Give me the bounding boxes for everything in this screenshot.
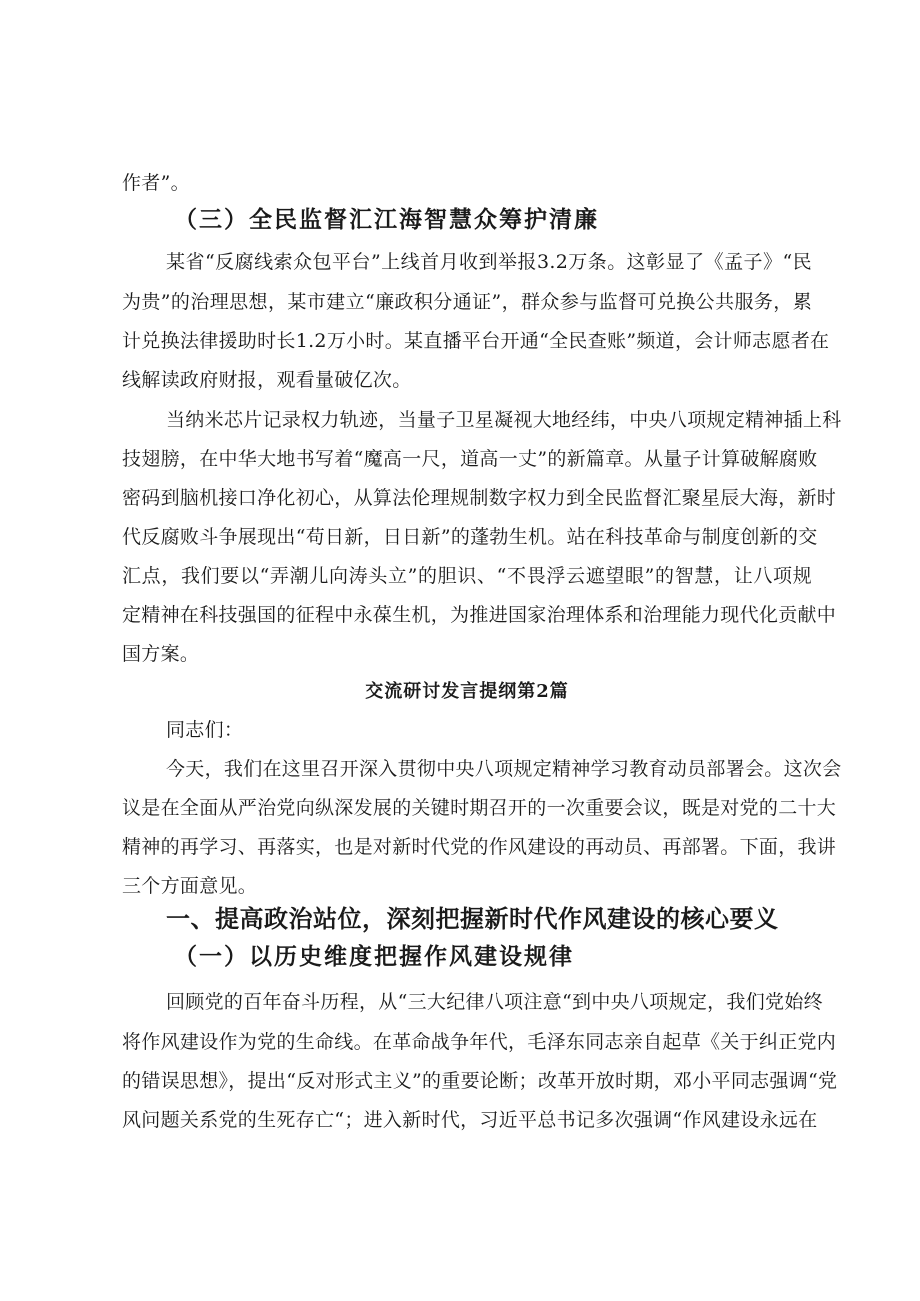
section3-para2-line: 汇点，我们要以“弄潮儿向涛头立”的胆识、“不畏浮云遮望眼”的智慧，让八项规 [122,565,812,587]
article2-para2-line: 回顾党的百年奋斗历程，从“三大纪律八项注意“到中央八项规定，我们党始终 [166,991,823,1013]
section3-para1-line: 线解读政府财报，观看量破亿次。 [122,369,412,391]
article2-para2-line: 的错误思想》，提出“反对形式主义”的重要论断；改革开放时期，邓小平同志强调“党 [122,1070,838,1092]
section3-para2-line: 代反腐败斗争展现出“苟日新，日日新”的蓬勃生机。站在科技革命与制度创新的交 [122,526,818,548]
section3-heading: （三）全民监督汇江海智慧众筹护清廉 [174,206,599,233]
section1-subheading: （一）以历史维度把握作风建设规律 [174,943,574,970]
section3-para1-line: 计兑换法律援助时长1.2万小时。某直播平台开通“全民查账”频道，会计师志愿者在 [122,330,830,352]
section1-heading: 一、提高政治站位，深刻把握新时代作风建设的核心要义 [166,905,779,933]
section3-para2-line: 定精神在科技强国的征程中永葆生机，为推进国家治理体系和治理能力现代化贡献中 [122,604,837,626]
article2-para1-line: 精神的再学习、再落实，也是对新时代党的作风建设的再动员、再部署。下面，我讲 [122,836,837,858]
intro-tail-text: 作者”。 [122,172,190,194]
article2-title: 交流研讨发言提纲第2篇 [365,681,569,702]
section3-para2-line: 技翅膀，在中华大地书写着“魔高一尺，道高一丈”的新篇章。从量子计算破解腐败 [122,448,818,470]
article2-para1-line: 今天，我们在这里召开深入贯彻中央八项规定精神学习教育动员部署会。这次会 [166,758,842,780]
salutation: 同志们： [166,719,244,741]
article2-para1-line: 议是在全面从严治党向纵深发展的关键时期召开的一次重要会议，既是对党的二十大 [122,797,837,819]
section3-para2-line: 国方案。 [122,643,200,665]
article2-para1-line: 三个方面意见。 [122,875,258,897]
section3-para1-line: 某省“反腐线索众包平台”上线首月收到举报3.2万条。这彰显了《孟子》“民 [166,251,812,273]
section3-para1-line: 为贵”的治理思想，某市建立“廉政积分通证”，群众参与监督可兑换公共服务，累 [122,291,812,313]
article2-para2-line: 风问题关系党的生死存亡“；进入新时代，习近平总书记多次强调“作风建设永远在 [122,1109,818,1131]
section3-para2-line: 密码到脑机接口净化初心，从算法伦理规制数字权力到全民监督汇聚星辰大海，新时 [122,487,837,509]
article2-para2-line: 将作风建设作为党的生命线。在革命战争年代，毛泽东同志亲自起草《关于纠正党内 [122,1031,837,1053]
section3-para2-line: 当纳米芯片记录权力轨迹，当量子卫星凝视大地经纬，中央八项规定精神插上科 [166,409,842,431]
